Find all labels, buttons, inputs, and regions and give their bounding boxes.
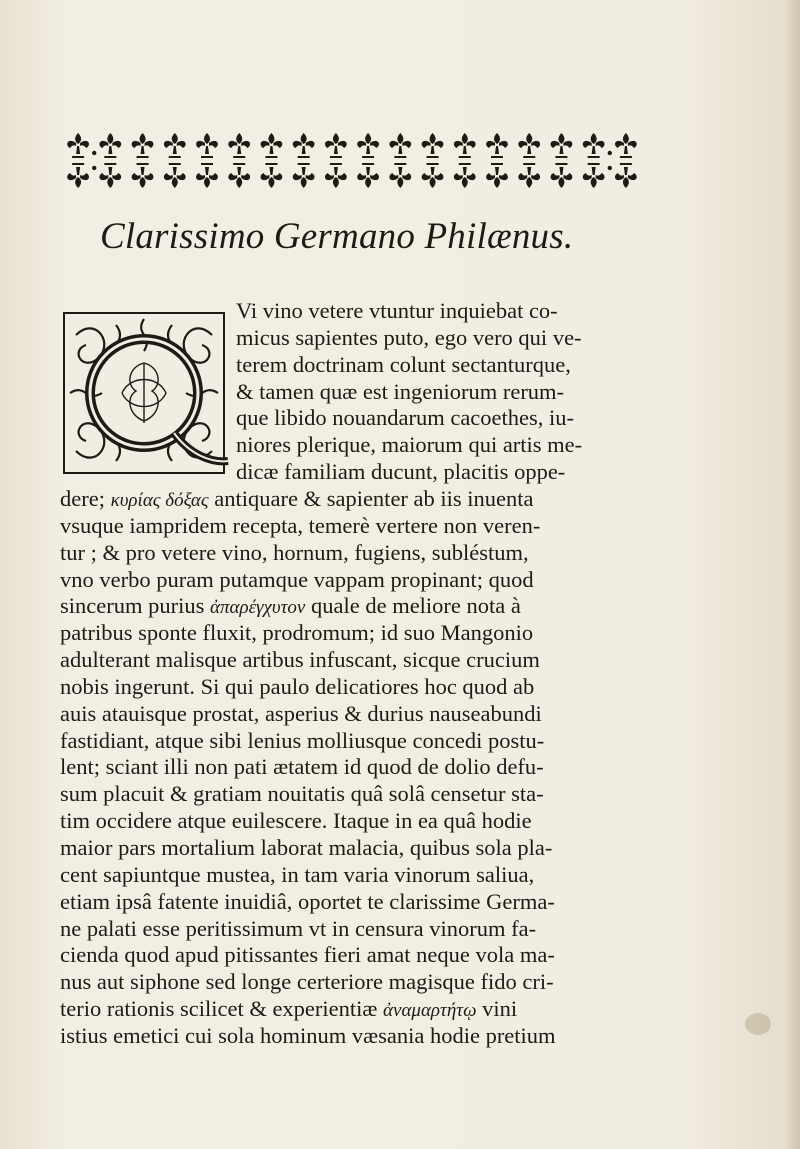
text-line: cienda quod apud pitissantes fieri amat neque vola ma-: [60, 942, 555, 968]
fleuron-icon: [389, 163, 411, 188]
fleuron-icon: [67, 163, 89, 188]
line-text: vini: [476, 996, 518, 1022]
fleuron-icon: [518, 133, 540, 158]
dedication-title: Clarissimo Germano Philænus.: [100, 216, 574, 257]
fleuron-icon: [164, 133, 186, 158]
text-line: Vi vino vetere vtuntur inquiebat co-: [236, 298, 558, 323]
text-line: etiam ipsâ fatente inuidiâ, oportet te clarissime Germa-: [60, 888, 555, 914]
text-line: sum placuit & gratiam nouitatis quâ solâ censetur sta-: [60, 781, 544, 807]
fleuron-icon: [454, 133, 476, 158]
fleuron-icon: [422, 163, 444, 188]
text-line: [60, 592, 640, 619]
text-line: dicæ familiam ducunt, placitis oppe-: [236, 459, 566, 485]
fleuron-icon: [325, 133, 347, 158]
text-line: maior pars mortalium laborat malacia, quibus sola pla-: [60, 835, 553, 860]
ink-blot: [745, 1013, 771, 1035]
dropcap-letter: Q: [56, 290, 70, 309]
text-line: patribus sponte fluxit, prodromum; id suo Mangonio: [60, 620, 534, 646]
text-line: vsuque iampridem recepta, temerè vertere non veren-: [60, 512, 541, 538]
text-line: fastidiant, atque sibi lenius molliusque concedi postu-: [60, 727, 545, 753]
text-line: lent; sciant illi non pati ætatem id quod de dolio defu-: [60, 754, 544, 780]
fleuron-icon: [261, 163, 283, 188]
text-line: [60, 485, 640, 512]
fleuron-icon: [357, 163, 379, 188]
decorated-initial: [56, 290, 232, 481]
text-line: micus sapientes puto, ego vero qui ve-: [236, 324, 582, 350]
fleuron-icon: [132, 133, 154, 158]
text-line: ne palati esse peritissimum vt in censura vinorum fa-: [60, 915, 537, 941]
fleuron-icon: [164, 163, 186, 188]
fleuron-icon: [293, 133, 315, 158]
colon-dot: [608, 166, 612, 170]
colon-dot: [608, 151, 612, 155]
greek-phrase: ἀπαρέγχυτον: [209, 597, 306, 619]
text-line: niores plerique, maiorum qui artis me-: [236, 432, 583, 458]
line-text: quale de meliore nota à: [305, 593, 521, 619]
fleuron-icon: [196, 133, 218, 158]
text-line: terem doctrinam colunt sectanturque,: [236, 351, 571, 377]
fleuron-icon: [615, 163, 637, 188]
fleuron-icon: [486, 163, 508, 188]
colon-dot: [92, 151, 96, 155]
fleuron-icon: [551, 163, 573, 188]
fleuron-icon: [293, 163, 315, 188]
line-text: sincerum purius: [60, 593, 210, 619]
fleuron-icon: [228, 133, 250, 158]
text-line: nobis ingerunt. Si qui paulo delicatiores hoc quod ab: [60, 673, 535, 699]
text-line: adulterant malisque artibus infuscant, sicque crucium: [60, 647, 540, 673]
greek-phrase: ἀναμαρτήτῳ: [383, 1000, 477, 1022]
fleuron-icon: [615, 133, 637, 158]
fleuron-icon: [261, 133, 283, 158]
fleuron-icon: [67, 133, 89, 158]
text-line: cent sapiuntque mustea, in tam varia vinorum saliua,: [60, 861, 535, 887]
fleuron-icon: [325, 163, 347, 188]
fleuron-ornament-band: [62, 128, 642, 194]
fleuron-icon: [551, 133, 573, 158]
fleuron-icon: [99, 163, 121, 188]
text-line: [60, 995, 640, 1022]
line-text: terio rationis scilicet & experientiæ: [60, 996, 384, 1022]
fleuron-icon: [132, 163, 154, 188]
text-line: tim occidere atque euilescere. Itaque in ea quâ hodie: [60, 808, 532, 834]
text-line: istius emetici cui sola hominum væsania hodie pretium: [60, 1022, 556, 1048]
greek-phrase: κυρίας δόξας: [110, 489, 209, 511]
fleuron-icon: [583, 163, 605, 188]
text-line: que libido nouandarum cacoethes, iu-: [236, 405, 575, 431]
colon-dot: [92, 166, 96, 170]
fleuron-icon: [357, 133, 379, 158]
fleuron-icon: [454, 163, 476, 188]
fleuron-icon: [389, 133, 411, 158]
fleuron-icon: [486, 133, 508, 158]
fleuron-icon: [196, 163, 218, 188]
fleuron-icon: [228, 163, 250, 188]
line-text: dere;: [60, 485, 111, 511]
page-edge: [786, 0, 800, 1149]
text-line: vno verbo puram putamque vappam propinant; quod: [60, 566, 534, 592]
text-line: nus aut siphone sed longe certeriore magisque fido cri-: [60, 969, 554, 995]
fleuron-icon: [518, 163, 540, 188]
text-line: & tamen quæ est ingeniorum rerum-: [236, 378, 565, 404]
fleuron-icon: [422, 133, 444, 158]
line-text: antiquare & sapienter ab iis inuenta: [208, 485, 534, 511]
text-line: tur ; & pro vetere vino, hornum, fugiens, subléstum,: [60, 539, 529, 565]
fleuron-icon: [583, 133, 605, 158]
fleuron-icon: [99, 133, 121, 158]
text-line: auis atauisque prostat, asperius & durius nauseabundi: [60, 700, 542, 726]
